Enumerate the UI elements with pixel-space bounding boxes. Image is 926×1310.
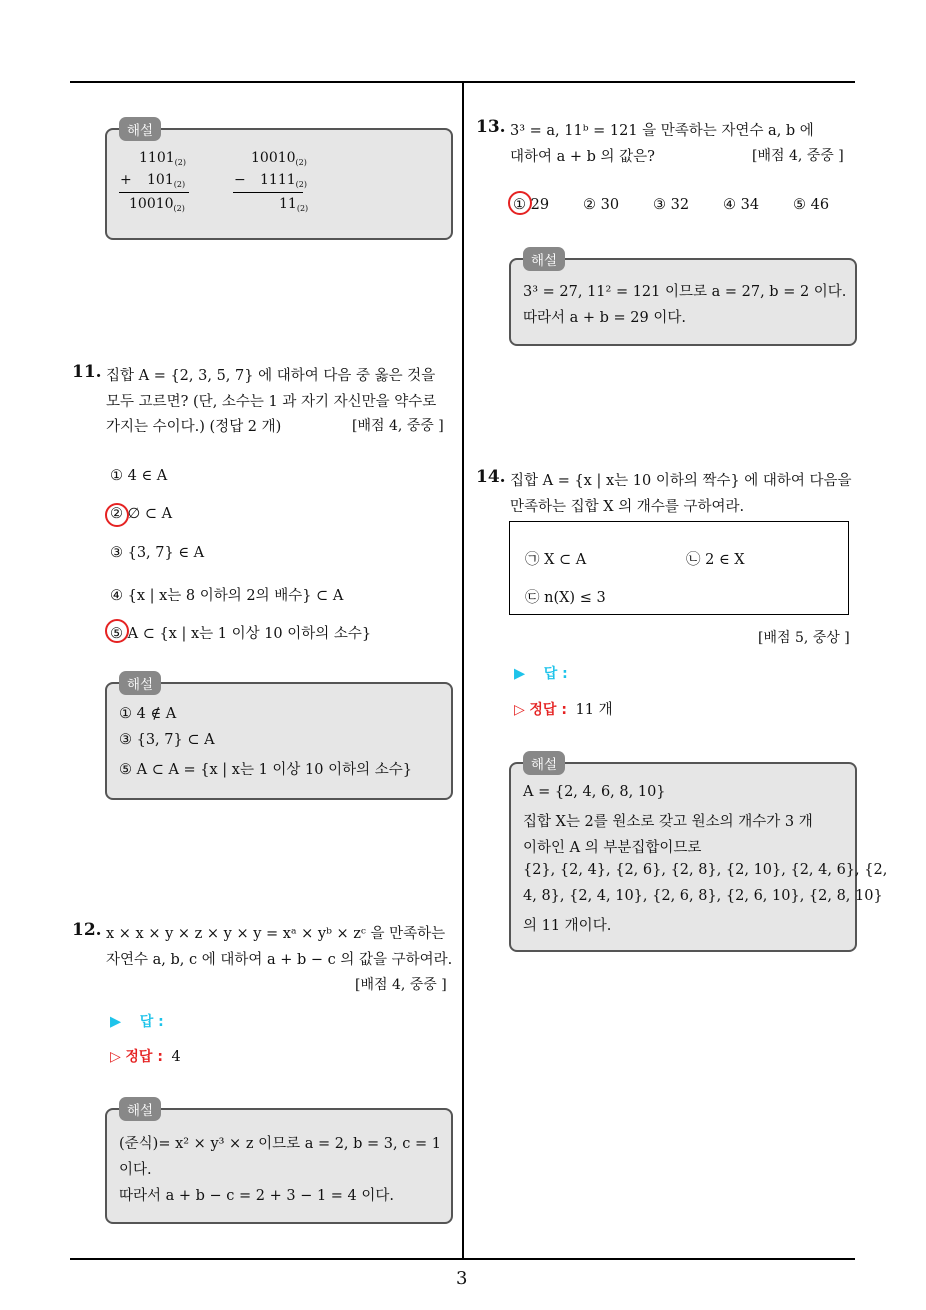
correct-label: 정답 : (125, 1049, 163, 1065)
choice-4[interactable]: ④ {x | x는 8 이하의 2의 배수} ⊂ A (110, 588, 344, 604)
question-text: 3³ = a, 11ᵇ = 121 을 만족하는 자연수 a, b 에 (510, 123, 814, 139)
solution-box-14 (509, 762, 888, 952)
solution-badge: 해설 (119, 117, 161, 141)
choice-1[interactable]: ① 4 ∈ A (110, 468, 168, 484)
choice-2[interactable]: ② ∅ ⊂ A (110, 506, 173, 522)
choice-3[interactable]: ③ {3, 7} ∈ A (110, 545, 205, 561)
solution-line: 3³ = 27, 11² = 121 이므로 a = 27, b = 2 이다. (523, 284, 847, 300)
question-text: 대하여 a + b 의 값은? (510, 149, 655, 165)
question-text: 집합 A = {x | x는 10 이하의 짝수} 에 대하여 다음을 (510, 473, 852, 489)
condition-item: ㉢ n(X) ≤ 3 (525, 590, 606, 606)
correct-label: 정답 : (529, 702, 567, 718)
solution-line: 집합 X는 2를 원소로 갖고 원소의 개수가 3 개 (523, 814, 813, 830)
question-text: x × x × y × z × y × y = xᵃ × yᵇ × zᶜ 을 만족하는 (106, 926, 446, 942)
question-text: 자연수 a, b, c 에 대하여 a + b − c 의 값을 구하여라. (106, 952, 453, 968)
solution-line: ① 4 ∉ A (119, 706, 177, 722)
solution-line: (준식)= x² × y³ × z 이므로 a = 2, b = 3, c = 1 (119, 1136, 441, 1152)
score-meta: [배점 4, 중중 ] (355, 977, 447, 993)
correct-arrow-icon: ▷ (514, 702, 525, 718)
solution-badge: 해설 (523, 751, 565, 775)
solution-line: ⑤ A ⊂ A = {x | x는 1 이상 10 이하의 소수} (119, 762, 412, 778)
correct-answer-line (110, 1046, 181, 1066)
choice-2[interactable]: ② 30 (583, 197, 620, 213)
solution-line: {2}, {2, 4}, {2, 6}, {2, 8}, {2, 10}, {2, 4, 6}, {2, (523, 862, 888, 878)
solution-badge: 해설 (119, 671, 161, 695)
correct-answer-line (514, 698, 613, 719)
answer-line (514, 663, 568, 683)
answer-label: 답 : (139, 1014, 164, 1030)
solution-line: 이다. (119, 1162, 152, 1178)
question-text: 만족하는 집합 X 의 개수를 구하여라. (510, 499, 745, 515)
choice-1[interactable]: ① 29 (513, 197, 550, 213)
choice-5[interactable]: ⑤ 46 (793, 197, 830, 213)
question-number: 13. (476, 117, 506, 137)
answer-arrow-icon: ▶ (110, 1014, 122, 1030)
choice-5[interactable]: ⑤ A ⊂ {x | x는 1 이상 10 이하의 소수} (110, 626, 372, 642)
question-text: 집합 A = {2, 3, 5, 7} 에 대하여 다음 중 옳은 것을 (106, 368, 436, 384)
solution-box-13 (509, 258, 857, 346)
question-text: 모두 고르면? (단, 소수는 1 과 자기 자신만을 약수로 (106, 394, 437, 410)
solution-line: 의 11 개이다. (523, 918, 612, 934)
correct-value: 11 개 (575, 702, 613, 718)
solution-box-11 (105, 682, 453, 800)
solution-badge: 해설 (523, 247, 565, 271)
choice-3[interactable]: ③ 32 (653, 197, 690, 213)
question-text: 가지는 수이다.) (정답 2 개) (106, 419, 282, 435)
correct-value: 4 (171, 1049, 181, 1065)
solution-box-prev: $1101_{(2)}$ + $101_{(2)}$ $10010_{(2)}$ $10010_{(2)}$ − $1111_{(2)}$ $11_{(2)}$ (105, 128, 453, 240)
answer-line (110, 1011, 164, 1031)
correct-arrow-icon: ▷ (110, 1049, 121, 1065)
solution-line: ③ {3, 7} ⊂ A (119, 732, 215, 748)
answer-label: 답 : (543, 666, 568, 682)
condition-item: ㉡ 2 ∈ X (686, 552, 745, 568)
solution-line: 따라서 a + b = 29 이다. (523, 310, 686, 326)
score-meta: [배점 5, 중상 ] (758, 630, 850, 646)
question-number: 14. (476, 467, 506, 487)
solution-badge: 해설 (119, 1097, 161, 1121)
solution-line: 따라서 a + b − c = 2 + 3 − 1 = 4 이다. (119, 1188, 395, 1204)
question-number: 12. (72, 920, 102, 940)
solution-line: A = {2, 4, 6, 8, 10} (523, 784, 666, 800)
page-number: 3 (456, 1268, 468, 1289)
solution-line: 4, 8}, {2, 4, 10}, {2, 6, 8}, {2, 6, 10}, {2, 8, 10} (523, 888, 883, 904)
condition-box (509, 521, 849, 615)
score-meta: [배점 4, 중중 ] (352, 418, 444, 434)
choice-4[interactable]: ④ 34 (723, 197, 760, 213)
condition-item: ㉠ X ⊂ A (525, 552, 587, 568)
score-meta: [배점 4, 중중 ] (752, 148, 844, 164)
question-number: 11. (72, 362, 102, 382)
column-divider (462, 82, 464, 1259)
bottom-rule (70, 1258, 855, 1260)
answer-arrow-icon: ▶ (514, 666, 526, 682)
solution-line: 이하인 A 의 부분집합이므로 (523, 840, 702, 856)
solution-box-12 (105, 1108, 453, 1224)
